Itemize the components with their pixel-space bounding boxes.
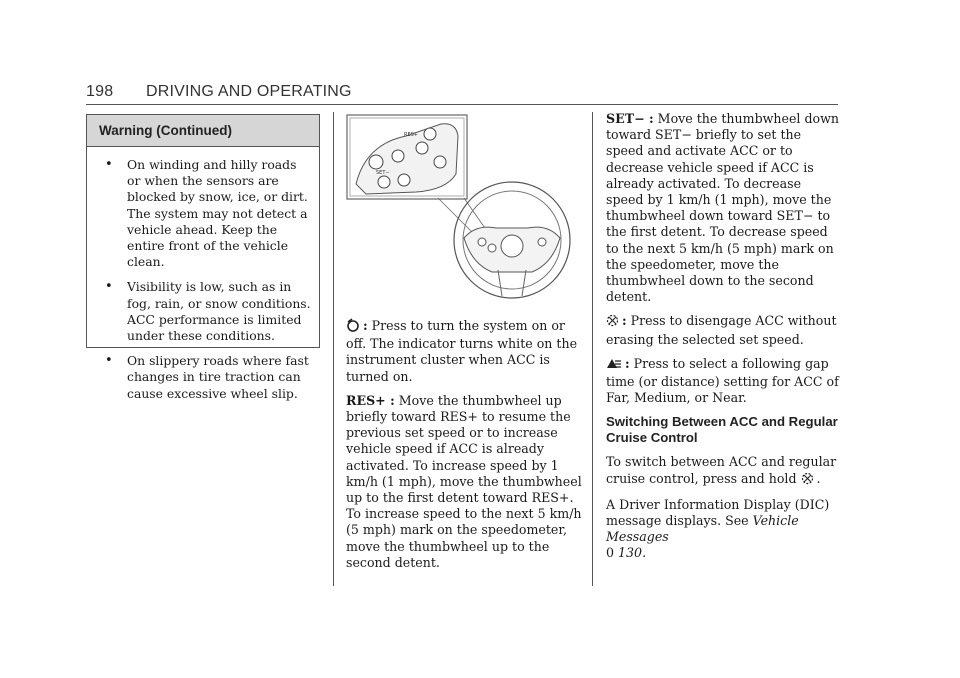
switch-paragraph	[606, 454, 842, 488]
warning-list	[87, 147, 319, 402]
xref-page[interactable]: 130.	[618, 545, 647, 561]
cancel-icon	[801, 472, 814, 489]
gap-paragraph	[606, 356, 842, 407]
subheading: Switching Between ACC and Regular Cruise Control	[606, 414, 838, 446]
column-divider-right	[592, 112, 593, 586]
page-header	[86, 82, 838, 105]
res-text: Move the thumbwheel up briefly toward RES+ to resume the previous set speed or to increase vehicle speed if ACC is already activated. To increase speed by 1 km/h (1 mph), move the thumbwheel up to the first detent toward RES+. To increase speed to the next 5 km/h (5 mph) mark on the speedometer, move the thumbwheel up to the second detent.	[346, 392, 582, 570]
res-term: RES+ :	[346, 392, 395, 408]
dic-text: A Driver Information Display (DIC) message displays. See	[606, 496, 830, 529]
on-off-text: Press to turn the system on or off. The indicator turns white on the instrument cluster when ACC is turned on.	[346, 318, 578, 384]
xref-arrow: 0	[606, 545, 615, 561]
gap-separator: :	[625, 355, 630, 371]
set-paragraph	[606, 111, 842, 305]
cancel-text: Press to disengage ACC without erasing the selected set speed.	[606, 313, 837, 347]
xref-link[interactable]: Vehicle Messages	[606, 513, 799, 545]
page-number: 198	[86, 83, 114, 100]
cancel-paragraph	[606, 313, 842, 347]
column-divider-left	[333, 112, 334, 586]
middle-column	[346, 318, 582, 579]
cancel-icon	[606, 314, 619, 331]
on-off-paragraph	[346, 318, 582, 385]
warning-box	[86, 114, 320, 401]
warning-title: Warning (Continued)	[87, 115, 319, 147]
warning-item: • On slippery roads where fast changes in tire traction can cause excessive wheel slip.	[127, 353, 313, 402]
gap-text: Press to select a following gap time (or distance) setting for ACC of Far, Medium, or Near.	[606, 355, 839, 406]
switch-end: .	[816, 470, 821, 486]
switch-text: To switch between ACC and regular cruise control, press and hold	[606, 454, 837, 486]
warning-item: • Visibility is low, such as in fog, rain, or snow conditions. ACC performance is limited under these conditions.	[127, 279, 313, 344]
set-term: SET− :	[606, 111, 654, 126]
cancel-separator: :	[622, 313, 627, 329]
res-label: RES+	[404, 132, 418, 138]
warning-item: • On winding and hilly roads or when the sensors are blocked by snow, ice, or dirt. The system may not detect a vehicle ahead. Keep the entire front of the vehicle clean.	[127, 157, 313, 270]
section-title: DRIVING AND OPERATING	[146, 83, 352, 100]
steering-wheel-figure	[346, 114, 576, 304]
res-paragraph	[346, 393, 582, 571]
gap-setting-icon	[606, 357, 622, 374]
on-off-separator: :	[363, 318, 368, 333]
set-text: Move the thumbwheel down toward SET− briefly to set the speed and activate ACC or to decrease vehicle speed if ACC is already activated. To decrease speed by 1 km/h (1 mph), move the thumbwheel down toward SET− to the first detent. To decrease speed to the next 5 km/h (5 mph) mark on the speedometer, move the thumbwheel down to the second detent.	[606, 111, 839, 305]
steering-wheel-controls-illustration	[346, 114, 576, 304]
dic-paragraph	[606, 497, 842, 562]
right-column	[606, 111, 842, 570]
set-label: SET−	[376, 170, 390, 176]
cruise-on-off-icon	[346, 318, 360, 336]
